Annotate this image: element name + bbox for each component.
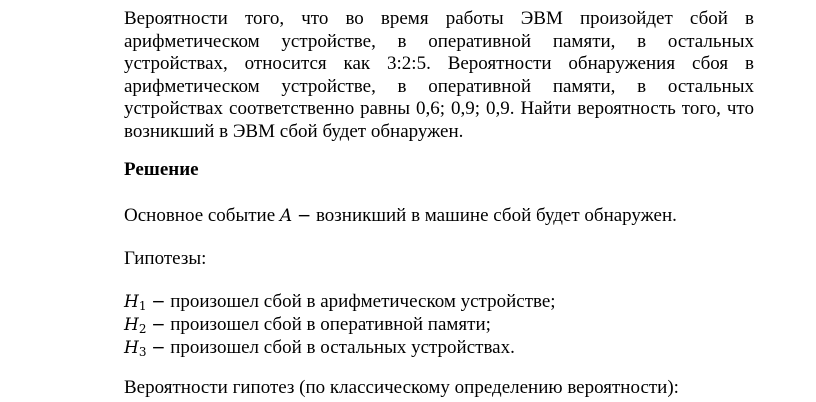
event-dash: − — [296, 206, 312, 226]
hypothesis-dash: − — [151, 338, 166, 358]
hypothesis-index: 2 — [138, 322, 147, 336]
hypothesis-dash: − — [151, 292, 166, 312]
hypothesis-text: произошел сбой в остальных устройствах. — [165, 337, 515, 358]
hypothesis-index: 3 — [138, 345, 147, 359]
solution-heading: Решение — [124, 159, 199, 180]
hypothesis-symbol: H — [124, 315, 139, 335]
main-event-prefix: Основное событие — [124, 205, 280, 226]
main-event-line — [124, 204, 677, 228]
hypothesis-line-3 — [124, 336, 515, 364]
main-event-text: возникший в машине сбой будет обнаружен. — [311, 205, 677, 226]
hypotheses-label: Гипотезы: — [124, 248, 207, 269]
problem-statement: Вероятности того, что во время работы ЭВМ произойдет сбой в арифметическом устройстве, в оперативной памяти, в остальных устройствах, относится как 3:2:5. Вероятности обнаружения сбоя в арифметическом устройстве, в оперативной памяти, в остальных устройствах соответственно равны 0,6; 0,9; 0,9. Найти вероятность того, что возникший в ЭВМ сбой будет обнаружен. — [124, 8, 754, 142]
event-symbol-a: A — [279, 206, 293, 226]
hypothesis-probabilities-label: Вероятности гипотез (по классическому определению вероятности): — [124, 377, 679, 398]
hypothesis-text: произошел сбой в оперативной памяти; — [165, 314, 491, 335]
hypothesis-text: произошел сбой в арифметическом устройстве; — [165, 291, 556, 312]
hypothesis-symbol: H — [124, 292, 139, 312]
hypothesis-index: 1 — [138, 299, 147, 313]
hypothesis-symbol: H — [124, 338, 139, 358]
hypothesis-dash: − — [151, 315, 166, 335]
